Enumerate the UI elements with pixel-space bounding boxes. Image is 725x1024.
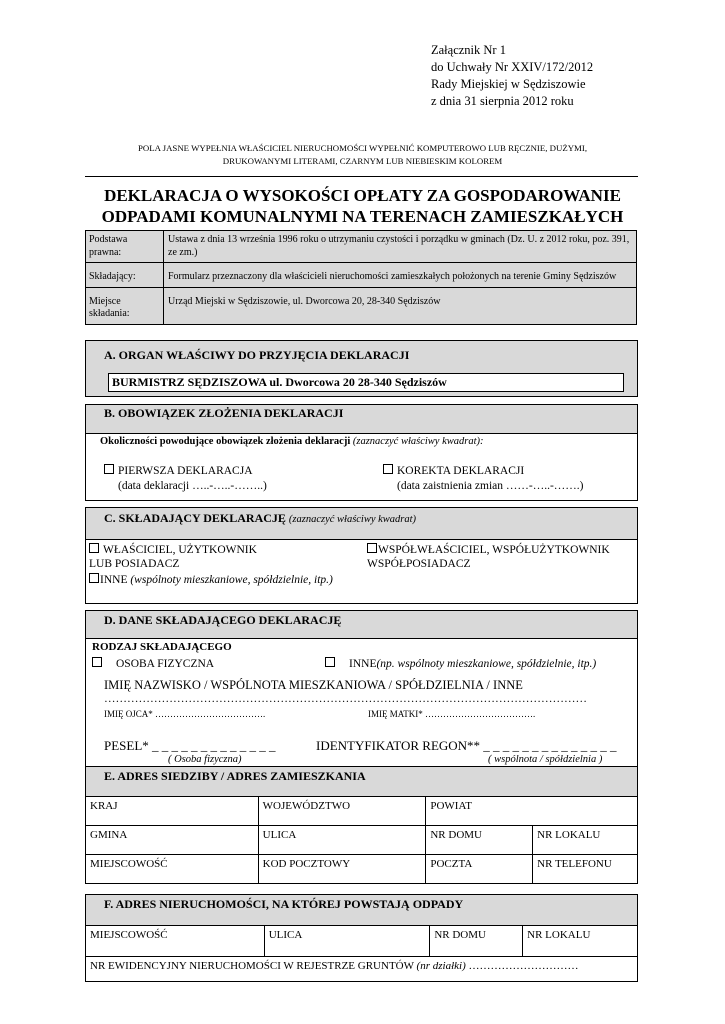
voivodeship-field[interactable]: WOJEWÓDZTWO (258, 797, 426, 826)
country-field[interactable]: KRAJ (86, 797, 259, 826)
first-declaration-checkbox[interactable] (104, 464, 114, 474)
annex-header (431, 42, 593, 110)
natural-person-label: OSOBA FIZYCZNA (116, 658, 215, 670)
other-label: INNE (100, 574, 128, 586)
instructions-line: POLA JASNE WYPEŁNIA WŁAŚCICIEL NIERUCHOMOŚCI WYPEŁNIĆ KOMPUTEROWO LUB RĘCZNIE, DUŻYMI, (137, 143, 588, 153)
owner-option[interactable] (89, 543, 257, 556)
property-locality-field[interactable]: MIEJSCOWOŚĆ (86, 926, 265, 957)
other-kind-label: INNE (349, 658, 377, 670)
section-e-title: E. ADRES SIEDZIBY / ADRES ZAMIESZKANIA (104, 769, 366, 783)
phone-field[interactable]: NR TELEFONU (533, 855, 638, 884)
land-registry-label: NR EWIDENCYJNY NIERUCHOMOŚCI W REJESTRZE GRUNTÓW (90, 960, 414, 972)
table-row (86, 287, 637, 324)
other-checkbox[interactable] (89, 573, 99, 583)
street-field[interactable]: ULICA (258, 826, 426, 855)
submitter-kind-label: RODZAJ SKŁADAJĄCEGO (92, 641, 232, 653)
address-table (85, 796, 638, 884)
property-house-number-field[interactable]: NR DOMU (430, 926, 523, 957)
natural-person-option[interactable] (92, 657, 214, 670)
section-c-title: C. SKŁADAJĄCY DEKLARACJĘ (104, 511, 286, 525)
owner-label-2: LUB POSIADACZ (89, 558, 180, 570)
divider (85, 176, 638, 177)
coowner-label: WSPÓŁWŁAŚCICIEL, WSPÓŁUŻYTKOWNIK (378, 544, 610, 556)
father-name-field[interactable]: IMIĘ OJCA* ………………………………. (104, 709, 266, 719)
coowner-checkbox[interactable] (367, 543, 377, 553)
coowner-option[interactable] (367, 543, 610, 556)
other-kind-hint: (np. wspólnoty mieszkaniowe, spółdzielnie, itp.) (376, 658, 597, 670)
correction-date[interactable]: (data zaistnienia zmian ……-…..-…….) (397, 480, 584, 492)
section-c-title-line (104, 511, 416, 526)
land-registry-hint: (nr działki) (416, 960, 466, 972)
section-a-title: A. ORGAN WŁAŚCIWY DO PRZYJĘCIA DEKLARACJI (104, 348, 410, 362)
correction-option[interactable] (383, 464, 524, 477)
table-row (86, 231, 637, 263)
table-row (86, 826, 638, 855)
land-registry-dots: ………………………… (468, 960, 579, 972)
correction-label: KOREKTA DEKLARACJI (397, 465, 525, 477)
annex-line: Załącznik Nr 1 (431, 43, 506, 57)
instructions-line: DRUKOWANYMI LITERAMI, CZARNYM LUB NIEBIESKIM KOLOREM (222, 156, 503, 166)
mother-name-field[interactable]: IMIĘ MATKI* ………………………………. (368, 709, 536, 719)
property-street-field[interactable]: ULICA (264, 926, 430, 957)
first-declaration-label: PIERWSZA DEKLARACJA (118, 465, 253, 477)
place-text: Urząd Miejski w Sędziszowie, ul. Dworcowa 20, 28-340 Sędziszów (164, 287, 637, 324)
form-title (60, 185, 665, 227)
land-registry-field[interactable] (86, 957, 638, 982)
county-field[interactable]: POWIAT (426, 797, 638, 826)
house-number-field[interactable]: NR DOMU (426, 826, 533, 855)
coowner-label-2: WSPÓŁPOSIADACZ (367, 558, 471, 570)
section-b-title: B. OBOWIĄZEK ZŁOŻENIA DEKLARACJI (104, 406, 344, 420)
regon-field[interactable]: IDENTYFIKATOR REGON** _ _ _ _ _ _ _ _ _ _ _ _ _ _ (316, 738, 617, 753)
other-hint: (wspólnoty mieszkaniowe, spółdzielnie, itp.) (130, 574, 333, 586)
property-address-table (85, 925, 638, 982)
section-c-hint: (zaznaczyć właściwy kwadrat) (288, 514, 417, 525)
other-kind-checkbox[interactable] (325, 657, 335, 667)
title-line: ODPADAMI KOMUNALNYMI NA TERENACH ZAMIESZKAŁYCH (101, 207, 624, 226)
natural-person-checkbox[interactable] (92, 657, 102, 667)
post-office-field[interactable]: POCZTA (426, 855, 533, 884)
annex-line: Rady Miejskiej w Sędziszowie (431, 77, 586, 91)
regon-hint: ( wspólnota / spółdzielnia ) (488, 754, 603, 765)
submitter-label: Składający: (86, 263, 164, 288)
owner-label: WŁAŚCICIEL, UŻYTKOWNIK (103, 544, 257, 556)
other-submitter-option[interactable] (89, 573, 333, 586)
legal-basis-text: Ustawa z dnia 13 września 1996 roku o utrzymaniu czystości i porządku w gminach (Dz. U. z 2012 roku, poz. 391, ze zm.) (164, 231, 637, 263)
first-declaration-option[interactable] (104, 464, 253, 477)
name-field[interactable]: ……………………………………………………………………………………………………………… (104, 693, 587, 705)
table-row (86, 957, 638, 982)
pesel-hint: ( Osoba fizyczna) (168, 754, 242, 765)
circumstances-hint: (zaznaczyć właściwy kwadrat): (352, 436, 484, 447)
table-row (86, 855, 638, 884)
apartment-number-field[interactable]: NR LOKALU (533, 826, 638, 855)
table-row (86, 926, 638, 957)
other-kind-option[interactable] (325, 657, 596, 670)
pesel-field[interactable]: PESEL* _ _ _ _ _ _ _ _ _ _ _ _ _ (104, 738, 276, 753)
correction-checkbox[interactable] (383, 464, 393, 474)
table-row (86, 797, 638, 826)
commune-field[interactable]: GMINA (86, 826, 259, 855)
first-declaration-date[interactable]: (data deklaracji …..-…..-……..) (118, 480, 267, 492)
title-line: DEKLARACJA O WYSOKOŚCI OPŁATY ZA GOSPODAROWANIE (104, 186, 621, 205)
postal-code-field[interactable]: KOD POCZTOWY (258, 855, 426, 884)
legal-basis-label: Podstawa prawna: (86, 231, 164, 263)
section-f-title: F. ADRES NIERUCHOMOŚCI, NA KTÓREJ POWSTAJĄ ODPADY (104, 897, 464, 911)
submitter-text: Formularz przeznaczony dla właścicieli nieruchomości zamieszkałych położonych na terenie Gminy Sędziszów (164, 263, 637, 288)
authority-text: BURMISTRZ SĘDZISZOWA ul. Dworcowa 20 28-340 Sędziszów (112, 375, 447, 389)
owner-checkbox[interactable] (89, 543, 99, 553)
property-apartment-number-field[interactable]: NR LOKALU (523, 926, 638, 957)
circumstances-label: Okoliczności powodujące obowiązek złożenia deklaracji (100, 436, 351, 447)
fill-instructions (85, 142, 640, 168)
place-label: Miejsce składania: (86, 287, 164, 324)
section-d-title: D. DANE SKŁADAJĄCEGO DEKLARACJĘ (104, 613, 342, 627)
annex-line: z dnia 31 sierpnia 2012 roku (431, 94, 574, 108)
circumstances-line (100, 436, 484, 447)
annex-line: do Uchwały Nr XXIV/172/2012 (431, 60, 594, 74)
locality-field[interactable]: MIEJSCOWOŚĆ (86, 855, 259, 884)
basic-info-table (85, 230, 637, 325)
table-row (86, 263, 637, 288)
name-label: IMIĘ NAZWISKO / WSPÓLNOTA MIESZKANIOWA / SPÓŁDZIELNIA / INNE (104, 678, 523, 692)
